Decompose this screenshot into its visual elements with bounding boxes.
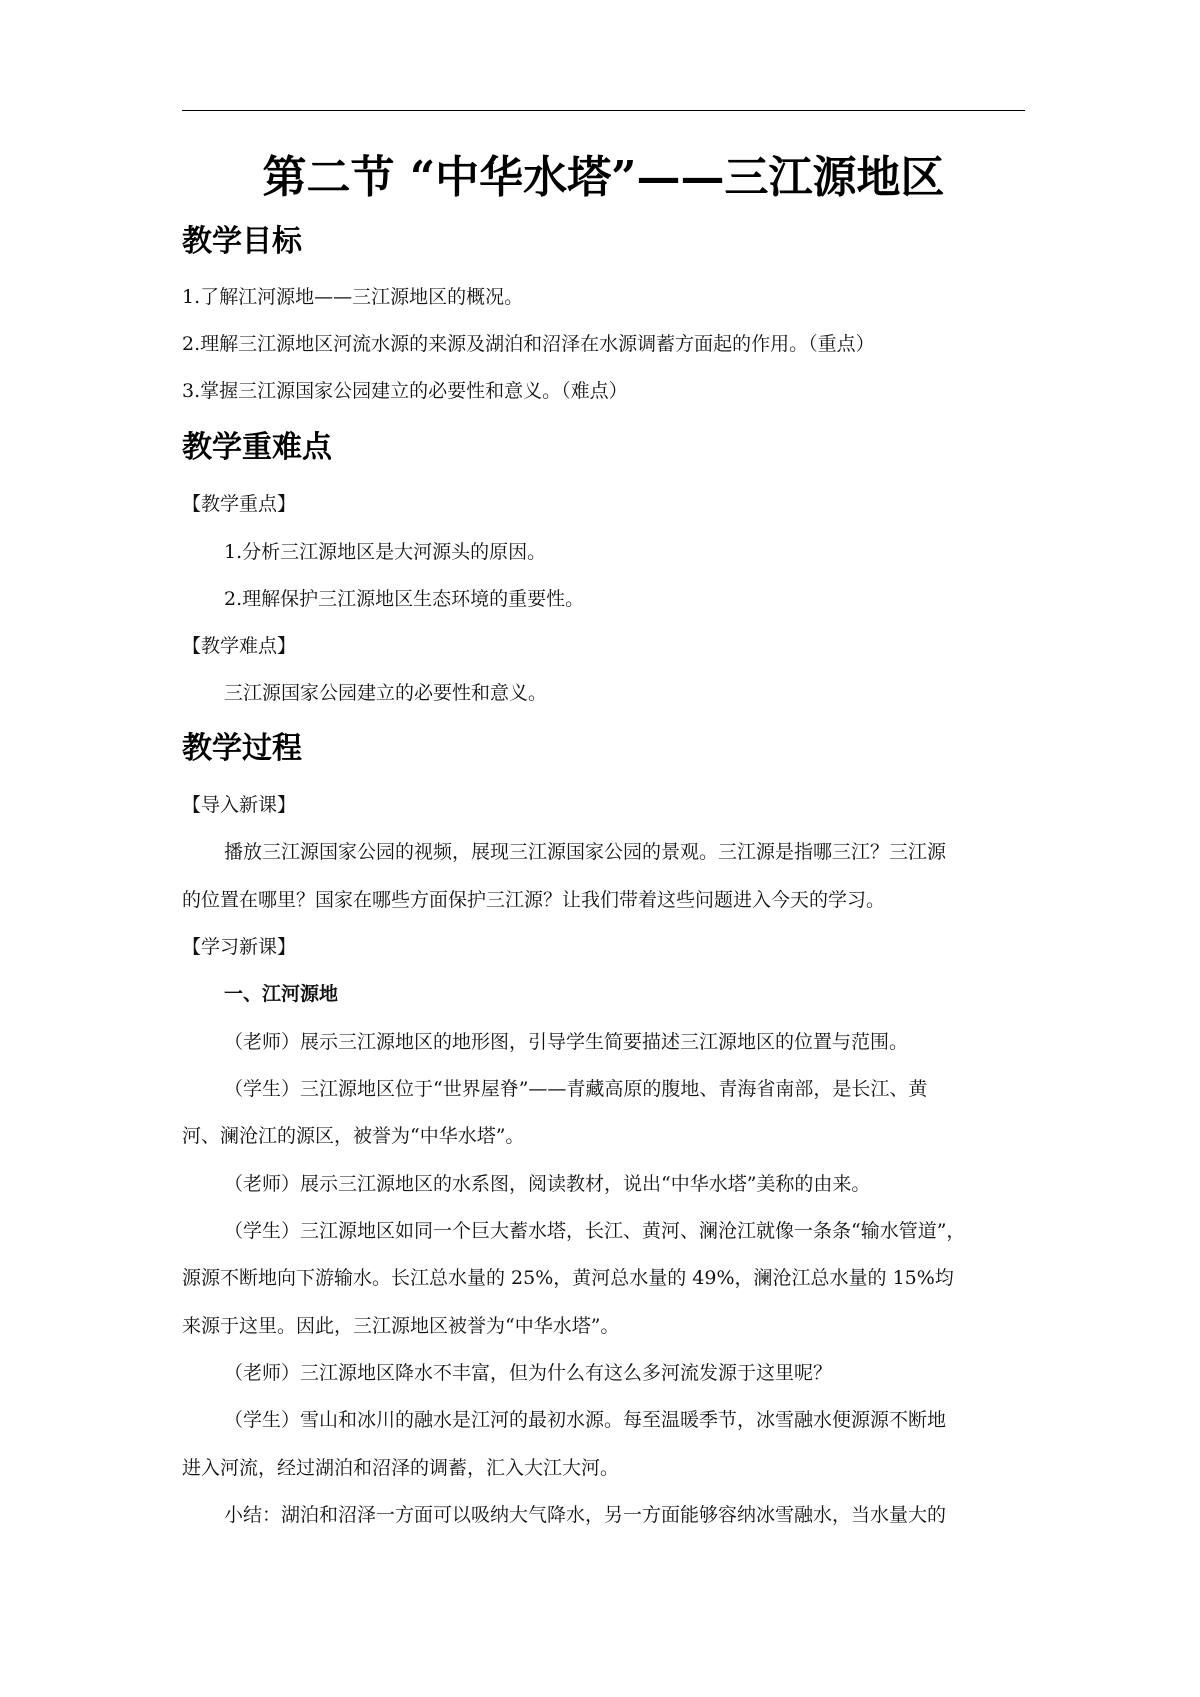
body-line: （学生）三江源地区如同一个巨大蓄水塔，长江、黄河、澜沧江就像一条条“输水管道”， — [224, 1220, 966, 1242]
objective-item: 1.了解江河源地——三江源地区的概况。 — [182, 286, 524, 308]
body-line: 源源不断地向下游输水。长江总水量的 25%，黄河总水量的 49%，澜沧江总水量的 15%均 — [182, 1267, 954, 1289]
focus-item: 2.理解保护三江源地区生态环境的重要性。 — [224, 588, 585, 610]
body-line: 小结：湖泊和沼泽一方面可以吸纳大气降水，另一方面能够容纳冰雪融水，当水量大的 — [224, 1504, 947, 1526]
document-title: 第二节 “中华水塔”——三江源地区 — [262, 152, 945, 203]
body-line: 进入河流，经过湖泊和沼泽的调蓄，汇入大江大河。 — [182, 1457, 620, 1479]
intro-line: 播放三江源国家公园的视频，展现三江源国家公园的景观。三江源是指哪三江？三江源 — [224, 841, 947, 863]
body-line: 河、澜沧江的源区，被誉为“中华水塔”。 — [182, 1125, 525, 1147]
body-line: （老师）三江源地区降水不丰富，但为什么有这么多河流发源于这里呢？ — [224, 1362, 833, 1384]
difficulty-label: 【教学难点】 — [182, 635, 297, 657]
body-line: （老师）展示三江源地区的地形图，引导学生简要描述三江源地区的位置与范围。 — [224, 1031, 909, 1053]
intro-line: 的位置在哪里？国家在哪些方面保护三江源？让我们带着这些问题进入今天的学习。 — [182, 889, 886, 911]
section-heading-objectives: 教学目标 — [182, 224, 302, 259]
section-heading-process: 教学过程 — [182, 731, 302, 766]
body-line: 来源于这里。因此，三江源地区被誉为“中华水塔”。 — [182, 1315, 620, 1337]
objective-item: 3.掌握三江源国家公园建立的必要性和意义。（难点） — [182, 380, 628, 402]
body-line: （老师）展示三江源地区的水系图，阅读教材，说出“中华水塔”美称的由来。 — [224, 1173, 871, 1195]
objective-item: 2.理解三江源地区河流水源的来源及湖泊和沼泽在水源调蓄方面起的作用。（重点） — [182, 333, 875, 355]
header-rule — [182, 110, 1025, 111]
focus-label: 【教学重点】 — [182, 493, 297, 515]
subheading-river-source: 一、江河源地 — [224, 983, 339, 1005]
difficulty-text: 三江源国家公园建立的必要性和意义。 — [224, 682, 548, 704]
section-heading-key-points: 教学重难点 — [182, 430, 332, 465]
body-line: （学生）雪山和冰川的融水是江河的最初水源。每至温暖季节，冰雪融水便源源不断地 — [224, 1409, 947, 1431]
body-line: （学生）三江源地区位于“世界屋脊”——青藏高原的腹地、青海省南部，是长江、黄 — [224, 1078, 928, 1100]
intro-label: 【导入新课】 — [182, 794, 297, 816]
focus-item: 1.分析三江源地区是大河源头的原因。 — [224, 541, 547, 563]
new-lesson-label: 【学习新课】 — [182, 936, 297, 958]
